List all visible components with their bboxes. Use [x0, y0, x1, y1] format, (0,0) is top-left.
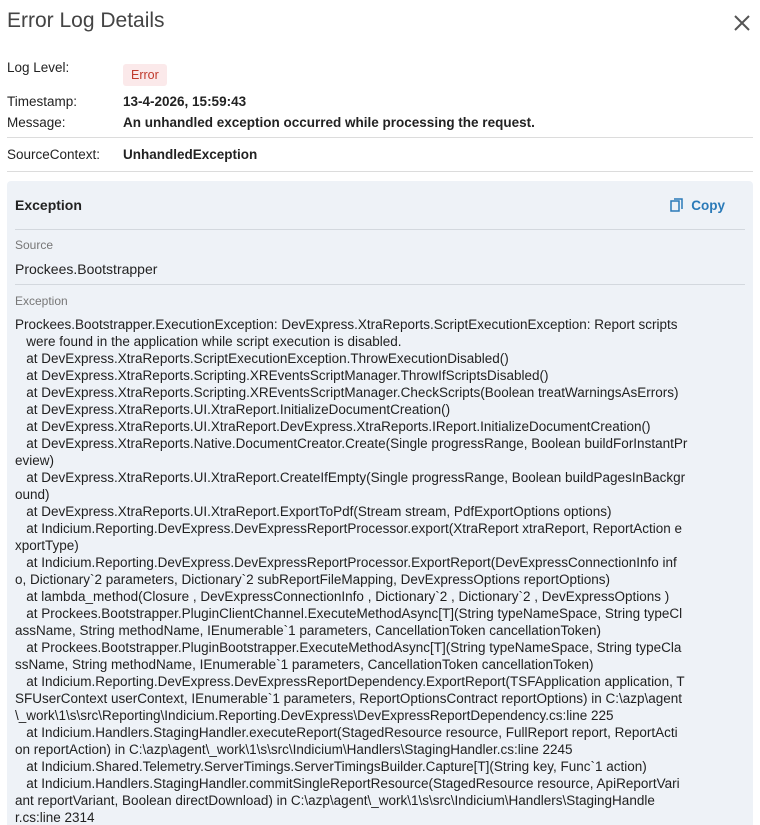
timestamp-label: Timestamp:	[7, 94, 78, 109]
message-row	[7, 112, 753, 133]
source-context-value: UnhandledException	[123, 147, 258, 162]
divider	[7, 171, 753, 172]
log-level-row	[7, 60, 753, 90]
field-divider	[15, 284, 745, 285]
exception-stack-trace: Prockees.Bootstrapper.ExecutionException: DevExpress.XtraReports.ScriptExecutionException: Report scripts were found in the application while script execution is disabled. at DevExpress.XtraReports.ScriptExecutionException.ThrowExecutionDisabled() at DevExpress.XtraReports.Scripting.XREventsScriptManager.ThrowIfScriptsDisabled() at DevExpress.XtraReports.Scripting.XREventsScriptManager.CheckScripts(Boolean treatWarningsAsErrors) at DevExpress.XtraReports.UI.XtraReport.InitializeDocumentCreation() at DevExpress.XtraReports.UI.XtraReport.DevExpress.XtraReports.IReport.InitializeDocumentCreation() at DevExpress.XtraReports.Native.DocumentCreator.Create(Single progressRange, Boolean buildForInstantPr eview) at DevExpress.XtraReports.UI.XtraReport.CreateIfEmpty(Single progressRange, Boolean buildPagesInBackgr ound) at DevExpress.XtraReports.UI.XtraReport.ExportToPdf(Stream stream, PdfExportOptions options) at Indicium.Reporting.DevExpress.DevExpressReportProcessor.export(XtraReport xtraReport, ReportAction e xportType) at Indicium.Reporting.DevExpress.DevExpressReportProcessor.ExportReport(DevExpressConnectionInfo inf o, Dictionary`2 parameters, Dictionary`2 subReportFileMapping, DevExpressOptions reportOptions) at lambda_method(Closure , DevExpressConnectionInfo , Dictionary`2 , Dictionary`2 , DevExpressOptions ) at Prockees.Bootstrapper.PluginClientChannel.ExecuteMethodAsync[T](String typeNameSpace, String typeCl assName, String methodName, IEnumerable`1 parameters, CancellationToken cancellationToken) at Prockees.Bootstrapper.PluginBootstrapper.ExecuteMethodAsync[T](String typeNameSpace, String typeCla ssName, String methodName, IEnumerable`1 parameters, CancellationToken cancellationToken) at Indicium.Reporting.DevExpress.DevExpressReportDependency.ExportReport(TSFApplication application, T SFUserContext userContext, IEnumerable`1 parameters, ReportOptionsContract reportOptions) in C:\azp\agent \_work\1\s\src\Reporting\Indicium.Reporting.DevExpress\DevExpressReportDependency.cs:line 225 at Indicium.Handlers.StagingHandler.executeReport(StagedResource resource, FullReport report, ReportActi on reportAction) in C:\azp\agent\_work\1\s\src\Indicium\Handlers\StagingHandler.cs:line 2245 at Indicium.Shared.Telemetry.ServerTimings.ServerTimingsBuilder.Capture[T](String key, Func`1 action) at Indicium.Handlers.StagingHandler.commitSingleReportResource(StagedResource resource, ApiReportVari ant reportVariant, Boolean directDownload) in C:\azp\agent\_work\1\s\src\Indicium\Handlers\StagingHandle r.cs:line 2314	[15, 317, 688, 825]
exception-panel-header	[15, 181, 745, 230]
copy-label[interactable]: Copy	[691, 197, 725, 213]
log-level-label: Log Level:	[7, 60, 70, 75]
source-field-label: Source	[15, 238, 54, 252]
copy-button[interactable]	[670, 198, 725, 213]
exception-panel	[7, 181, 753, 825]
log-meta	[7, 60, 753, 133]
source-field-value: Prockees.Bootstrapper	[15, 261, 158, 277]
source-context-label: SourceContext:	[7, 147, 101, 162]
copy-icon[interactable]	[670, 198, 683, 212]
message-label: Message:	[7, 115, 66, 130]
close-icon[interactable]	[734, 15, 750, 31]
close-button[interactable]	[731, 12, 753, 34]
dialog-title: Error Log Details	[7, 9, 165, 32]
timestamp-value: 13-4-2026, 15:59:43	[123, 94, 247, 109]
exception-panel-title: Exception	[15, 197, 82, 213]
exception-field-label: Exception	[15, 294, 68, 308]
timestamp-row	[7, 91, 753, 112]
divider	[7, 137, 753, 138]
log-level-badge: Error	[123, 64, 167, 86]
message-value: An unhandled exception occurred while processing the request.	[123, 115, 535, 130]
source-context-row	[7, 144, 257, 165]
